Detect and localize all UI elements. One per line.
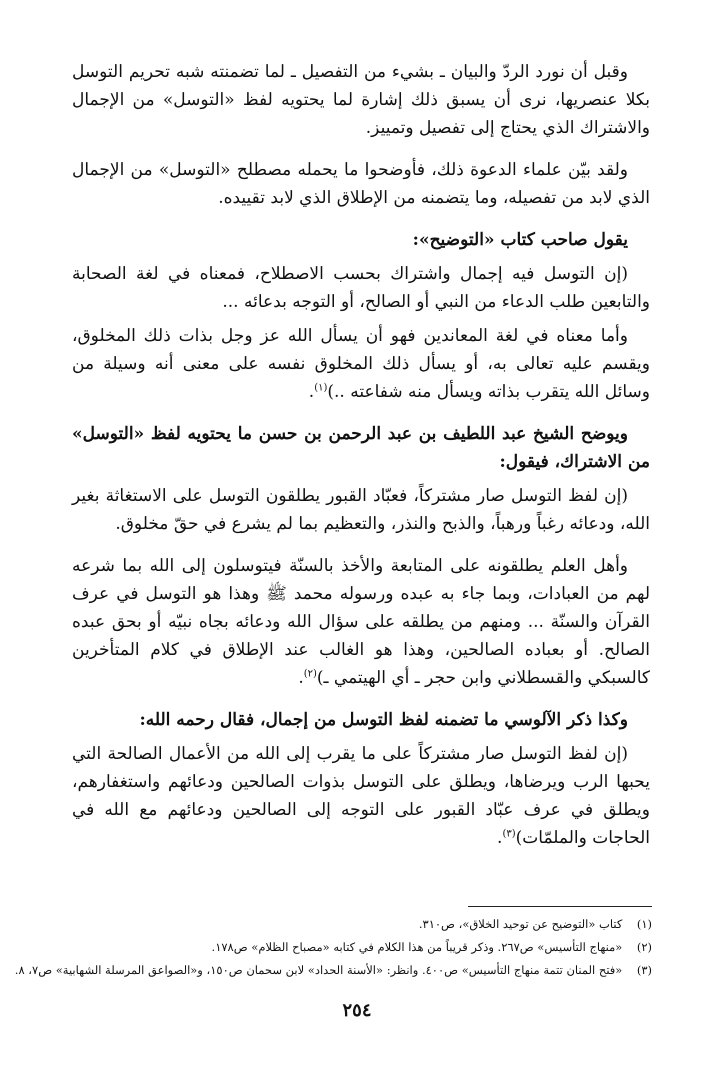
quote-alusi	[72, 740, 650, 852]
footnote-divider	[468, 906, 652, 907]
footnote-number: (٢)	[636, 940, 652, 954]
paragraph-author-lead: يقول صاحب كتاب «التوضيح»:	[412, 230, 628, 250]
footnote-ref-2: (٢)	[303, 668, 317, 680]
quote-tawdih-2-text: وأما معناه في لغة المعاندين فهو أن يسأل الله عز وجل بذات ذلك المخلوق، ويقسم عليه تعالى به، أو يسأل ذلك المخلوق نفسه على معنى أنه وسيلة من وسائل الله يتقرب بذاته ويسأل منه شفاعته ..)	[72, 326, 650, 402]
footnote-text: «فتح المنان تتمة منهاج التأسيس» ص٤٠٠. وانظر: «الأسنة الحداد» لابن سحمان ص١٥٠، و«الصواعق المرسلة الشهابية» ص٧، ٨.	[14, 963, 623, 977]
footnote-ref-3: (٣)	[502, 828, 516, 840]
quote-abdullatif-1: (إن لفظ التوسل صار مشتركاً، فعبّاد القبور يطلقون التوسل على الاستغاثة بغير الله، ودعائه رغباً ورهباً، والذبح والنذر، والتعظيم بما لم يشرع في حقّ مخلوق.	[72, 486, 650, 534]
page-number: ٢٥٤	[342, 1000, 372, 1021]
paragraph-scholars: ولقد بيّن علماء الدعوة ذلك، فأوضحوا ما يحمله مصطلح «التوسل» من الإجمال الذي لابد من تفصيله، وما يتضمنه من الإطلاق الذي لابد تقييده.	[72, 160, 650, 208]
footnote-text: كتاب «التوضيح عن توحيد الخلاق»، ص٣١٠.	[418, 917, 623, 931]
quote-alusi-end: .	[497, 828, 503, 848]
quote-abdullatif-2-text: وأهل العلم يطلقونه على المتابعة والأخذ بالسنّة فيتوسلون إلى الله بما شرعه لهم من العبادات، وبما جاء به عبده ورسوله محمد ﷺ وهذا هو التوسل في عرف القرآن والسنّة ... ومنهم من يطلقه على سؤال الله ودعائه بجاه نبيّه أو بحق عبده الصالح. أو بعباده الصالحين، وهذا هو الغالب عند الإطلاق في كلام المتأخرين كالسبكي والقسطلاني وابن حجر ـ أي الهيتمي ـ)	[72, 556, 650, 688]
quote-tawdih-2	[72, 322, 650, 406]
footnote-text: «منهاج التأسيس» ص٢٦٧. وذكر قريباً من هذا الكلام في كتابه «مصباح الظلام» ص١٧٨.	[211, 940, 623, 954]
quote-abdullatif-2-end: .	[298, 668, 304, 688]
footnotes	[14, 913, 652, 982]
quote-alusi-text: (إن لفظ التوسل صار مشتركاً على ما يقرب إلى الله من الأعمال الصالحة التي يحبها الرب ويرضاها، ويطلق على التوسل بذوات الصالحين ودعائهم واستغفارهم، ويطلق في عرف عبّاد القبور على التوجه إلى الصالحين ودعائهم مع الله في الحاجات والملمّات)	[72, 744, 650, 848]
footnote-3	[14, 959, 652, 982]
footnote-ref-1: (١)	[314, 382, 328, 394]
main-text	[72, 58, 650, 866]
quote-abdullatif-2	[72, 552, 650, 692]
paragraph-intro: وقبل أن نورد الردّ والبيان ـ بشيء من التفصيل ـ لما تضمنته شبه تحريم التوسل بكلا عنصريها، نرى أن يسبق ذلك إشارة لما يحتويه لفظ «التوسل» من الإجمال والاشتراك الذي يحتاج إلى تفصيل وتمييز.	[72, 62, 650, 138]
quote-tawdih-2-end: .	[308, 382, 315, 402]
quote-tawdih-1: (إن التوسل فيه إجمال واشتراك بحسب الاصطلاح، فمعناه في لغة الصحابة والتابعين طلب الدعاء من النبي أو الصالح، أو التوجه بدعائه ...	[72, 264, 650, 312]
paragraph-abdullatif-lead: ويوضح الشيخ عبد اللطيف بن عبد الرحمن بن حسن ما يحتويه لفظ «التوسل» من الاشتراك، فيقول:	[72, 424, 650, 472]
footnote-number: (١)	[636, 917, 652, 931]
footnote-number: (٣)	[636, 963, 652, 977]
paragraph-alusi-lead: وكذا ذكر الآلوسي ما تضمنه لفظ التوسل من إجمال، فقال رحمه الله:	[139, 710, 628, 730]
footnote-1	[66, 913, 652, 936]
footnote-2	[66, 936, 652, 959]
